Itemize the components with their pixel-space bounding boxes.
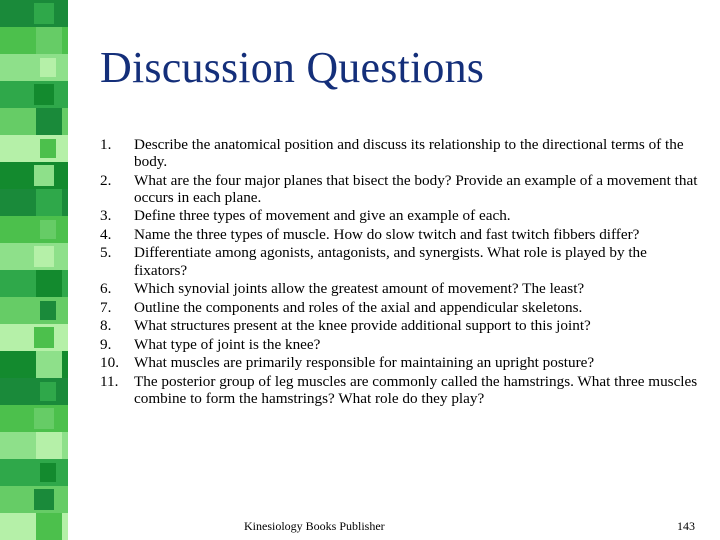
stripe-inner-bar (36, 189, 62, 216)
stripe-inner-bar (36, 108, 62, 135)
stripe-inner-bar (40, 139, 56, 158)
stripe-block (0, 297, 68, 324)
question-text: What are the four major planes that bisect the body? Provide an example of a movement that occurs in each plane. (134, 171, 698, 206)
stripe-inner-bar (34, 327, 54, 348)
questions-list (100, 136, 700, 408)
stripe-block (0, 486, 68, 513)
stripe-inner-bar (34, 246, 54, 267)
stripe-block (0, 108, 68, 135)
stripe-block (0, 351, 68, 378)
stripe-block (0, 324, 68, 351)
question-number: 4. (100, 225, 112, 243)
question-text: What type of joint is the knee? (134, 335, 321, 353)
question-text: Which synovial joints allow the greatest amount of movement? The least? (134, 280, 585, 298)
stripe-inner-bar (40, 463, 56, 482)
stripe-inner-bar (34, 489, 54, 510)
question-item (100, 299, 700, 316)
stripe-block (0, 81, 68, 108)
stripe-inner-bar (40, 220, 56, 239)
question-text: Name the three types of muscle. How do slow twitch and fast twitch fibbers differ? (134, 225, 640, 243)
question-number: 2. (100, 171, 112, 189)
stripe-block (0, 270, 68, 297)
stripe-block (0, 162, 68, 189)
question-text: Define three types of movement and give an example of each. (134, 207, 511, 225)
stripe-block (0, 216, 68, 243)
stripe-block (0, 54, 68, 81)
decorative-green-stripe (0, 0, 68, 540)
stripe-inner-bar (36, 351, 62, 378)
question-number: 9. (100, 335, 112, 353)
question-number: 10. (100, 354, 119, 372)
stripe-inner-bar (36, 432, 62, 459)
question-item (100, 244, 700, 278)
question-number: 3. (100, 207, 112, 225)
question-item (100, 207, 700, 224)
slide-title: Discussion Questions (100, 43, 485, 92)
question-text: Describe the anatomical position and discuss its relationship to the directional terms of the body. (134, 136, 684, 171)
question-item (100, 373, 700, 407)
question-number: 5. (100, 244, 112, 262)
stripe-inner-bar (34, 84, 54, 105)
question-number: 7. (100, 298, 112, 316)
question-item (100, 172, 700, 206)
question-item (100, 136, 700, 170)
stripe-block (0, 0, 68, 27)
question-item (100, 336, 700, 353)
question-item (100, 280, 700, 297)
stripe-block (0, 378, 68, 405)
question-item (100, 226, 700, 243)
question-item (100, 354, 700, 371)
question-number: 11. (100, 372, 119, 390)
question-number: 6. (100, 280, 112, 298)
question-number: 1. (100, 136, 112, 153)
stripe-block (0, 189, 68, 216)
stripe-block (0, 135, 68, 162)
question-text: The posterior group of leg muscles are commonly called the hamstrings. What three muscles combine to form the hamstrings? What role do they play? (134, 372, 698, 407)
question-number: 8. (100, 317, 112, 335)
question-item (100, 317, 700, 334)
stripe-block (0, 513, 68, 540)
stripe-block (0, 27, 68, 54)
question-text: Outline the components and roles of the axial and appendicular skeletons. (134, 298, 583, 316)
stripe-inner-bar (40, 58, 56, 77)
question-text: What structures present at the knee provide additional support to this joint? (134, 317, 591, 335)
footer-page-number: 143 (677, 519, 695, 533)
stripe-inner-bar (34, 408, 54, 429)
stripe-inner-bar (34, 165, 54, 186)
stripe-inner-bar (36, 270, 62, 297)
stripe-block (0, 405, 68, 432)
stripe-inner-bar (40, 382, 56, 401)
stripe-inner-bar (36, 27, 62, 54)
stripe-inner-bar (34, 3, 54, 24)
stripe-block (0, 432, 68, 459)
stripe-block (0, 243, 68, 270)
stripe-inner-bar (36, 513, 62, 540)
footer-publisher: Kinesiology Books Publisher (244, 519, 385, 533)
question-text: What muscles are primarily responsible for maintaining an upright posture? (134, 354, 595, 372)
stripe-block (0, 459, 68, 486)
question-text: Differentiate among agonists, antagonists, and synergists. What role is played by the fixators? (134, 244, 647, 279)
stripe-inner-bar (40, 301, 56, 320)
